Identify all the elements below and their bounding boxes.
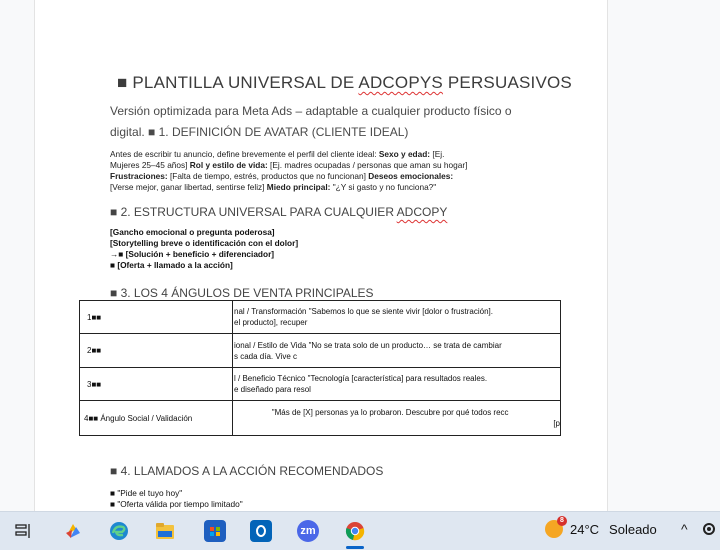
structure-item: ■ [Oferta + llamado a la acción] xyxy=(110,260,233,270)
structure-item: [Gancho emocional o pregunta poderosa] xyxy=(110,227,275,237)
tray-status-icon[interactable] xyxy=(703,523,715,535)
store-icon[interactable] xyxy=(204,520,226,542)
avatar-paragraph: Antes de escribir tu anuncio, define brevemente el perfil del cliente ideal: Sexo y edad: [Ej. Mujeres 25–45 años] Rol y estilo de vida: [Ej. madres ocupadas / personas que aman su hogar] Frustraciones: [Falta de tiempo, estrés, productos que no funcionan] Deseos emocionales: [Verse mejor, ganar libertad, sentirse feliz] Miedo principal: "¿Y si gasto y no funciona?" xyxy=(110,149,468,192)
table-row xyxy=(80,301,561,334)
edge-browser-icon[interactable] xyxy=(108,520,130,542)
structure-item: →■ [Solución + beneficio + diferenciador] xyxy=(110,249,275,259)
notification-badge: 8 xyxy=(557,516,567,526)
file-explorer-icon[interactable] xyxy=(154,520,176,542)
angle-label: 1■■ xyxy=(80,301,233,334)
section-2-heading: ■ 2. ESTRUCTURA UNIVERSAL PARA CUALQUIER ADCOPY xyxy=(110,205,448,219)
table-row xyxy=(80,368,561,401)
subtitle-line-2: digital. ■ 1. DEFINICIÓN DE AVATAR (CLIENTE IDEAL) xyxy=(110,125,409,139)
weather-widget[interactable] xyxy=(545,517,657,538)
subtitle-line-1: Versión optimizada para Meta Ads – adaptable a cualquier producto físico o xyxy=(110,104,512,118)
structure-item: [Storytelling breve o identificación con el dolor] xyxy=(110,238,299,248)
cta-item: ■ "Oferta válida por tiempo limitado" xyxy=(110,499,243,509)
cta-list xyxy=(110,488,243,510)
task-view-icon[interactable] xyxy=(12,520,34,542)
zoom-app-icon[interactable]: zm xyxy=(297,520,319,542)
taskbar xyxy=(0,511,720,550)
weather-temperature: 24°C xyxy=(570,521,600,537)
document-title: ■ PLANTILLA UNIVERSAL DE ADCOPYS PERSUASIVOS xyxy=(117,73,572,92)
tray-chevron-icon[interactable]: ^ xyxy=(681,521,688,537)
angle-description: "Más de [X] personas ya lo probaron. Descubre por qué todos recc [p xyxy=(233,401,561,436)
sun-icon xyxy=(545,517,564,538)
angle-description: ional / Estilo de Vida "No se trata solo de un producto… se trata de cambiar s cada día. Vive c xyxy=(233,334,561,368)
structure-list xyxy=(110,227,298,271)
widgets-icon[interactable] xyxy=(62,520,84,542)
table-row xyxy=(80,401,561,436)
angle-description: l / Beneficio Técnico "Tecnología [característica] para resultados reales. e diseñado para resol xyxy=(233,368,561,401)
weather-description: Soleado xyxy=(609,521,657,537)
section-3-heading: ■ 3. LOS 4 ÁNGULOS DE VENTA PRINCIPALES xyxy=(110,286,374,300)
angle-label: 2■■ xyxy=(80,334,233,368)
angle-label: 3■■ xyxy=(80,368,233,401)
outlook-icon[interactable] xyxy=(250,520,272,542)
section-4-heading: ■ 4. LLAMADOS A LA ACCIÓN RECOMENDADOS xyxy=(110,464,384,478)
angle-label: 4■■ Ángulo Social / Validación xyxy=(80,401,233,436)
chrome-icon[interactable] xyxy=(344,520,366,542)
table-row xyxy=(80,334,561,368)
angles-table xyxy=(79,300,561,436)
angle-description: nal / Transformación "Sabemos lo que se siente vivir [dolor o frustración]. el producto], recuper xyxy=(233,301,561,334)
cta-item: ■ "Pide el tuyo hoy" xyxy=(110,488,183,498)
